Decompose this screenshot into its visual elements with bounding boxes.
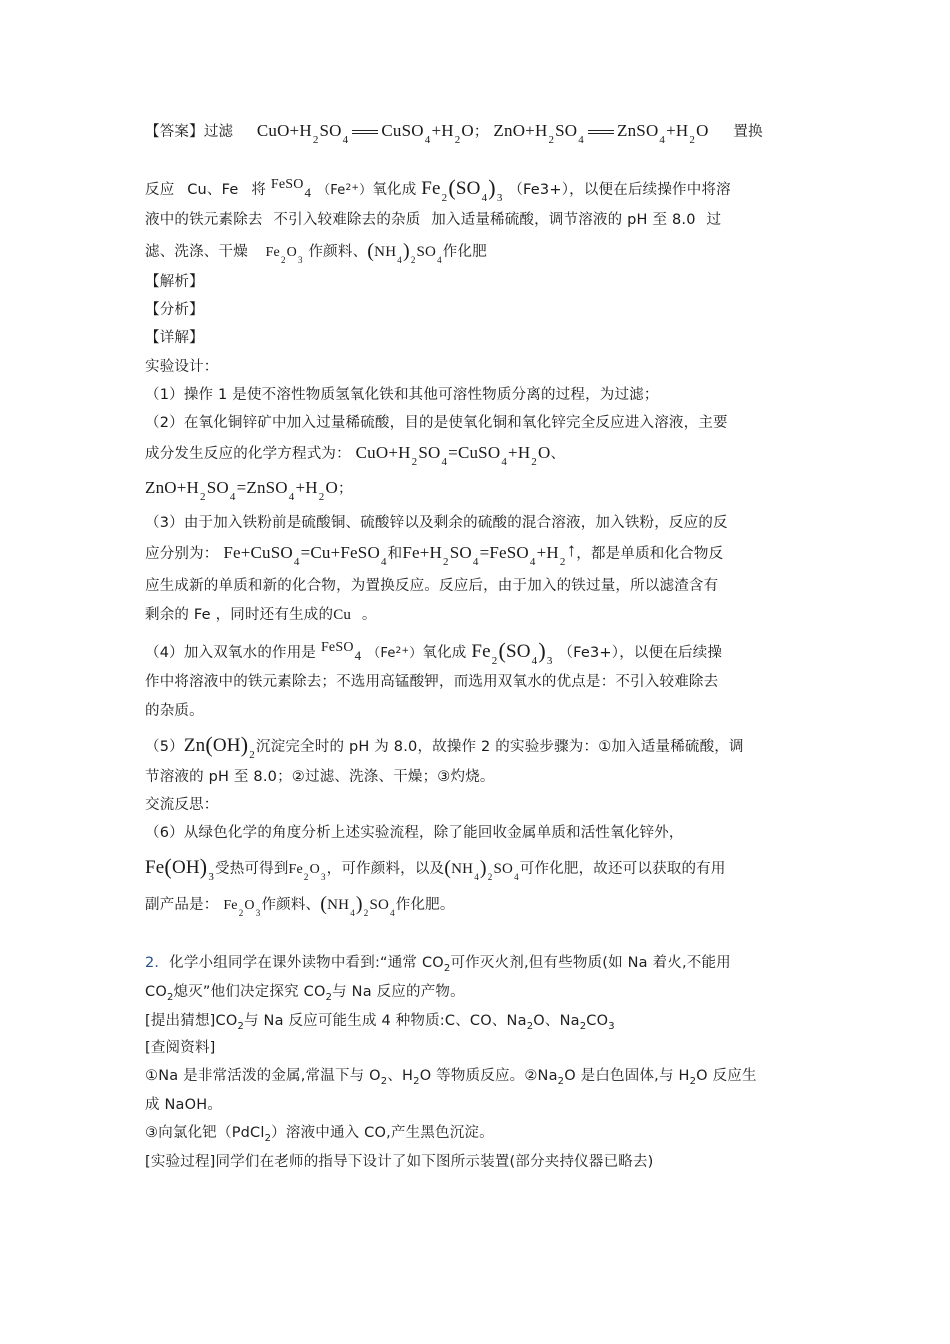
answer-text: 滤、洗涤、干燥	[145, 244, 248, 260]
answer-text: 反应	[145, 182, 175, 198]
formula-fe2o3: $Fe_2O_3$	[265, 245, 303, 265]
formula-feso4-2: FeSO4	[320, 640, 362, 663]
answer-text: 作化肥	[442, 244, 487, 260]
q2-line-4: [查阅资料]	[145, 1040, 216, 1056]
answer-text: 过滤	[203, 124, 234, 140]
reflect-title: 交流反思：	[145, 797, 219, 813]
answer-text: 作颜料、	[308, 244, 368, 260]
formula-feoh3: $Fe(OH)_3$	[145, 854, 215, 883]
ion-fe2-2: $(Fe^{2+})$	[367, 646, 423, 661]
design-p3a: （3）由于加入铁粉前是硫酸铜、硫酸锌以及剩余的硫酸的混合溶液，加入铁粉，反应的反	[145, 515, 728, 531]
formula-nh4so4: $(NH_4)_2SO_4$	[367, 240, 442, 265]
design-p4c: 的杂质。	[145, 703, 204, 719]
design-p4a: （4）加入双氧水的作用是 FeSO4 $(Fe^{2+})$氧化成 $Fe_2(SO_4)_3$ （Fe3+），以便在后续操	[145, 638, 723, 667]
formula-feso4: FeSO4	[270, 177, 312, 200]
answer-text: Cu、Fe	[187, 182, 239, 198]
heading-fenxi: 【分析】	[145, 302, 204, 318]
separator: ；	[473, 124, 489, 140]
reflect-p6c: 副产品是： $Fe_2O_3$作颜料、$(NH_4)_2SO_4$作化肥。	[145, 893, 455, 918]
answer-text: 置换	[733, 124, 763, 140]
heading-jiexi: 【解析】	[145, 274, 204, 290]
question-number: 2．	[145, 955, 170, 971]
q2-line-5: ①Na 是非常活泼的金属,常温下与 $O_2$、$H_2O$ 等物质反应。$②Na_2O$ 是白色固体,与 $H_2O$ 反应生	[145, 1068, 757, 1087]
q2-line-1: 2．化学小组同学在课外读物中看到:“通常 $CO_2$可作灭火剂,但有些物质(如 Na 着火,不能用	[145, 955, 731, 974]
design-p3d: 应生成新的单质和新的化合物，为置换反应。反应后，由于加入的铁过量，所以滤渣含有	[145, 578, 719, 594]
design-p5a: $(5)Zn(OH)_2$沉淀完全时的 pH 为 8.0，故操作 2 的实验步骤为：①加入适量稀硫酸，调	[145, 732, 744, 761]
formula-znoh2: $Zn(OH)_2$	[183, 732, 255, 761]
equation-fe-cuso4: Fe+CuSO$_4$=Cu+FeSO$_4$	[223, 543, 387, 568]
answer-text: 过	[706, 212, 722, 228]
equation-cuo-2: $CuO+H_2SO_4=CuSO_4+H_2O$	[355, 443, 551, 468]
q2-line-3: [提出猜想]$CO_2$与 Na 反应可能生成 4 种物质:C、CO、$Na_2O$、$Na_2CO_3$	[145, 1013, 615, 1032]
answer-text: 液中的铁元素除去	[145, 212, 263, 228]
answer-line-3	[145, 210, 721, 230]
design-p4b: 作中将溶液中的铁元素除去；不选用高锰酸钾，而选用双氧水的优点是：不引入较难除去	[145, 674, 719, 690]
reflect-p6a: （6）从绿色化学的角度分析上述实验流程，除了能回收金属单质和活性氧化锌外，	[145, 825, 684, 841]
design-p2b: 成分发生反应的化学方程式为： $CuO+H_2SO_4=CuSO_4+H_2O$、	[145, 443, 566, 468]
q2-line-7: ③向氯化钯（PdCl$_2$）溶液中通入 CO,产生黑色沉淀。	[145, 1125, 494, 1144]
reflect-p6b: $Fe(OH)_3$受热可得到$Fe_2O_3$，可作颜料，以及$(NH_4)_2SO_4$可作化肥，故还可以获取的有用	[145, 854, 726, 883]
formula-fe2so43-2: $Fe_2(SO_4)_3$	[471, 638, 553, 667]
equation-zno-2: $ZnO+H_2SO_4=ZnSO_4+H_2O$	[145, 478, 338, 503]
q2-line-8: [实验过程]同学们在老师的指导下设计了如下图所示装置(部分夹持仪器已略去)	[145, 1154, 654, 1170]
answer-line-1	[145, 121, 763, 146]
formula-fe2o3-2: $Fe_2O_3$	[288, 862, 326, 882]
answer-line-4	[145, 240, 487, 263]
formula-fe2o3-3: $Fe_2O_3$	[223, 898, 261, 918]
q2-line-2: $CO_2$熄灭”他们决定探究 $CO_2$与 Na 反应的产物。	[145, 984, 465, 1003]
equation-cuo: $CuO+H_2SO_4$ $CuSO_4+H_2O$	[256, 121, 474, 146]
answer-text: 加入适量稀硫酸，调节溶液的 pH 至 8.0	[431, 212, 696, 228]
q2-line-6: 成 NaOH。	[145, 1097, 223, 1113]
ion-fe3-2: （Fe3+）	[558, 645, 620, 661]
answer-line-2	[145, 177, 731, 202]
equation-zno: $ZnO+H_2SO_4$ $ZnSO_4+H_2O$	[493, 121, 709, 146]
design-p2c: $ZnO+H_2SO_4=ZnSO_4+H_2O$；	[145, 478, 353, 503]
equation-fe-h2so4: $Fe+H_2SO_4=FeSO_4+H_2↑$	[402, 540, 577, 568]
answer-text: 氧化成	[372, 182, 417, 198]
design-p3e: 剩余的 Fe ，同时还有生成的Cu 。	[145, 607, 377, 623]
formula-fe2so43: $Fe_2(SO_4)_3$	[421, 175, 503, 204]
design-p2a: （2）在氧化铜锌矿中加入过量稀硫酸，目的是使氧化铜和氧化锌完全反应进入溶液，主要	[145, 415, 728, 431]
answer-text: 不引入较难除去的杂质	[273, 212, 421, 228]
ion-fe3: （Fe3+）	[508, 182, 570, 198]
heading-xiangjie: 【详解】	[145, 330, 204, 346]
design-p1: （1）操作 1 是使不溶性物质氢氧化铁和其他可溶性物质分离的过程，为过滤；	[145, 387, 659, 403]
formula-cu: Cu	[333, 607, 352, 623]
answer-text: ，以便在后续操作中将溶	[569, 182, 731, 198]
design-title: 实验设计：	[145, 359, 219, 375]
formula-nh4so4-2: $(NH_4)_2SO_4$	[444, 857, 519, 882]
answer-label: 【答案】	[145, 124, 204, 140]
answer-text: 将	[251, 182, 267, 198]
design-p5b: 节溶液的 pH 至 8.0；②过滤、洗涤、干燥；③灼烧。	[145, 769, 495, 785]
ion-fe2: $(Fe^{2+})$	[317, 183, 373, 198]
formula-nh4so4-3: $(NH_4)_2SO_4$	[320, 893, 395, 918]
design-p3b: 应分别为： Fe+CuSO$_4$=Cu+FeSO$_4$和$Fe+H_2SO_4=FeSO_4+H_2↑$，都是单质和化合物反	[145, 540, 724, 568]
